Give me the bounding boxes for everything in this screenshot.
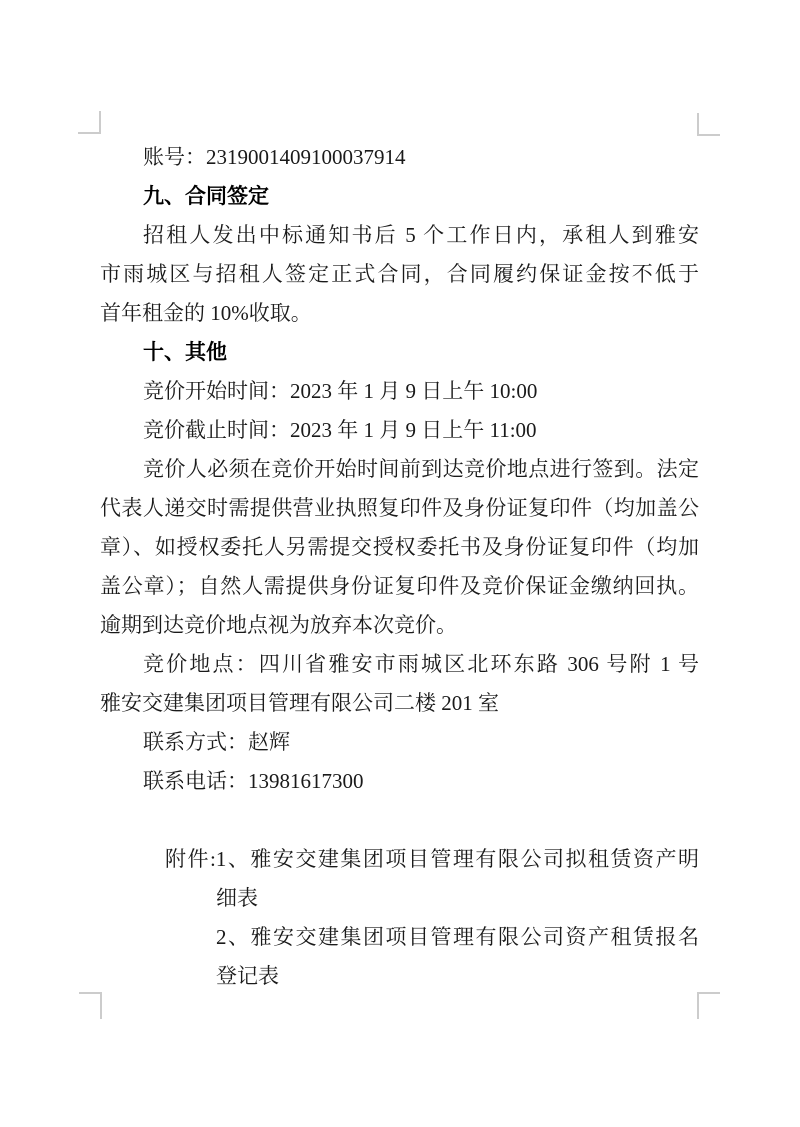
text-boundary-mark-bottom-right xyxy=(697,992,720,1019)
document-line: 竞价地点：四川省雅安市雨城区北环东路 306 号附 1 号 xyxy=(143,652,699,676)
document-line: 市雨城区与招租人签定正式合同，合同履约保证金按不低于 xyxy=(100,262,699,286)
document-line: 账号：2319001409100037914 xyxy=(143,145,406,169)
document-line: 细表 xyxy=(216,886,258,910)
document-line xyxy=(100,801,699,840)
document-line: 竞价开始时间：2023 年 1 月 9 日上午 10:00 xyxy=(143,379,538,403)
document-line: 附件:1、雅安交建集团项目管理有限公司拟租赁资产明 xyxy=(165,847,699,871)
document-line: 九、合同签定 xyxy=(143,184,269,208)
document-line: 登记表 xyxy=(216,964,279,988)
document-line: 章）、如授权委托人另需提交授权委托书及身份证复印件（均加 xyxy=(100,535,699,559)
document-line: 竞价人必须在竞价开始时间前到达竞价地点进行签到。法定 xyxy=(143,457,699,481)
document-line: 代表人递交时需提供营业执照复印件及身份证复印件（均加盖公 xyxy=(100,496,699,520)
document-line: 联系方式：赵辉 xyxy=(143,730,290,754)
document-line: 逾期到达竞价地点视为放弃本次竞价。 xyxy=(100,613,457,637)
document-line: 招租人发出中标通知书后 5 个工作日内，承租人到雅安 xyxy=(143,223,699,247)
document-line: 竞价截止时间：2023 年 1 月 9 日上午 11:00 xyxy=(143,418,537,442)
document-line: 首年租金的 10%收取。 xyxy=(100,301,312,325)
text-boundary-mark-top-right xyxy=(697,113,720,136)
document-line: 联系电话：13981617300 xyxy=(143,769,364,793)
document-line: 雅安交建集团项目管理有限公司二楼 201 室 xyxy=(100,691,499,715)
document-line: 2、雅安交建集团项目管理有限公司资产租赁报名 xyxy=(216,925,699,949)
text-boundary-mark-bottom-left xyxy=(79,992,102,1019)
document-text xyxy=(100,138,699,996)
document-line: 盖公章）；自然人需提供身份证复印件及竞价保证金缴纳回执。 xyxy=(100,574,699,598)
document-line: 十、其他 xyxy=(143,340,227,364)
text-boundary-mark-top-left xyxy=(78,111,101,134)
